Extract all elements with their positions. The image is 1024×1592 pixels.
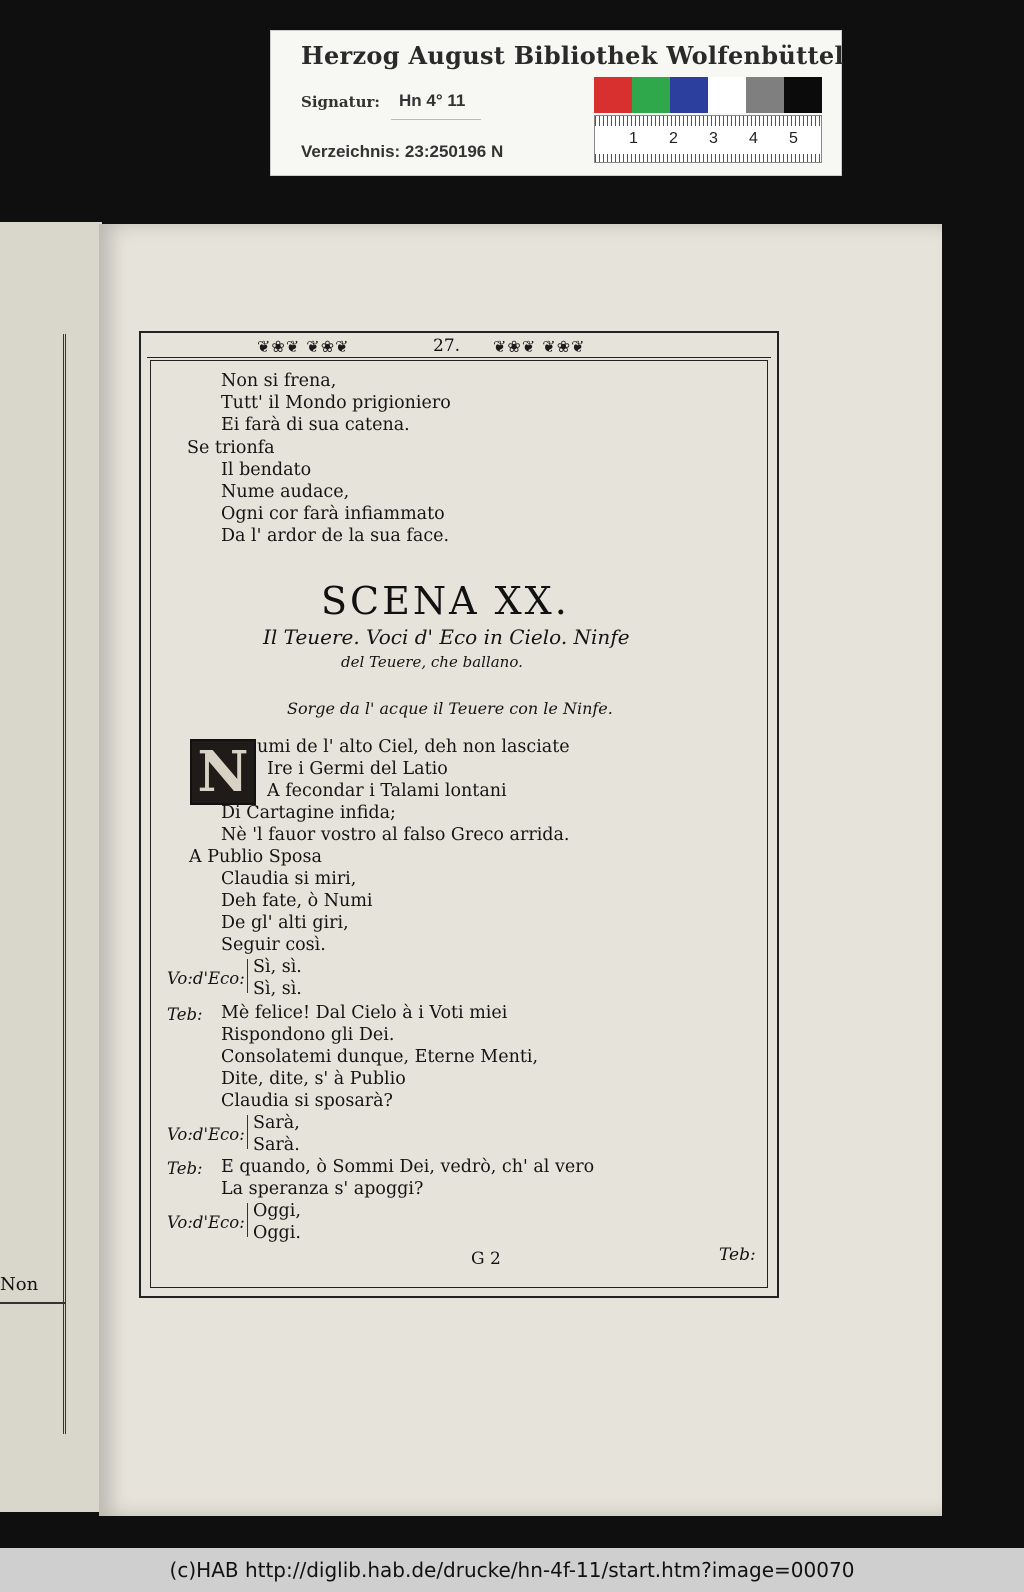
page-number: 27. [433, 336, 461, 356]
scale-ruler [594, 115, 822, 163]
left-page-bottom-rule [0, 1302, 66, 1304]
scene-subtitle: Il Teuere. Voci d' Eco in Cielo. Ninfe [263, 625, 630, 649]
brace [247, 959, 252, 993]
swatch-gray [746, 77, 784, 113]
verzeichnis-number: Verzeichnis: 23:250196 N [301, 142, 504, 161]
echo-line: Sarà. [253, 1135, 300, 1155]
brace [247, 1203, 252, 1237]
signature-mark: G 2 [471, 1249, 501, 1269]
speaker-echo: Vo:d'Eco: [167, 969, 245, 988]
ruler-number: 4 [749, 130, 758, 147]
swatch-red [594, 77, 632, 113]
verse-line: E quando, ò Sommi Dei, vedrò, ch' al vero [221, 1157, 595, 1177]
verse-line: Se trionfa [187, 438, 275, 458]
verse-line: Nume audace, [221, 482, 350, 502]
verse-line: Non si frena, [221, 371, 337, 391]
verse-line: umi de l' alto Ciel, deh non lasciate [257, 737, 570, 757]
catchword: Teb: [719, 1245, 756, 1265]
speaker-echo: Vo:d'Eco: [167, 1213, 245, 1232]
verse-line: De gl' alti giri, [221, 913, 349, 933]
verse-line: Deh fate, ò Numi [221, 891, 373, 911]
verse-line: La speranza s' apoggi? [221, 1179, 424, 1199]
scene-subtitle: del Teuere, che ballano. [341, 653, 523, 671]
header-ornament-icon: ❦❀❦ ❦❀❦ [493, 337, 586, 356]
header-rule [147, 357, 771, 358]
page-border-frame [139, 331, 779, 1298]
stage-direction: Sorge da l' acque il Teuere con le Ninfe. [287, 699, 613, 718]
signatur-value: Hn 4° 11 [399, 91, 466, 110]
verse-line: Ogni cor farà infiammato [221, 504, 445, 524]
echo-line: Sarà, [253, 1113, 300, 1133]
ruler-ticks-bottom [595, 154, 821, 162]
swatch-black [784, 77, 822, 113]
verse-line: Consolatemi dunque, Eterne Menti, [221, 1047, 539, 1067]
ruler-number: 5 [789, 130, 798, 147]
color-calibration-swatches [594, 77, 822, 113]
verse-line: Da l' ardor de la sua face. [221, 526, 450, 546]
verse-line: A Publio Sposa [189, 847, 322, 867]
swatch-blue [670, 77, 708, 113]
library-label-card [270, 30, 842, 176]
speaker-teb: Teb: [167, 1159, 203, 1178]
verse-line: Claudia si miri, [221, 869, 357, 889]
verse-line: Ire i Germi del Latio [267, 759, 448, 779]
verse-line: Ei farà di sua catena. [221, 415, 410, 435]
signatur-underline [391, 119, 481, 120]
library-name: Herzog August Bibliothek Wolfenbüttel [301, 41, 844, 70]
ruler-ticks-top [595, 116, 821, 126]
source-url-bar: (c)HAB http://diglib.hab.de/drucke/hn-4f-11/start.htm?image=00070 [0, 1548, 1024, 1592]
signatur-label: Signatur: [301, 93, 380, 111]
verse-line: Dite, dite, s' à Publio [221, 1069, 406, 1089]
swatch-white [708, 77, 746, 113]
verse-line: Nè 'l fauor vostro al falso Greco arrida. [221, 825, 570, 845]
ruler-number: 3 [709, 130, 718, 147]
verse-line: Mè felice! Dal Cielo à i Voti miei [221, 1003, 508, 1023]
verse-line: Rispondono gli Dei. [221, 1025, 395, 1045]
verse-line: Tutt' il Mondo prigioniero [221, 393, 451, 413]
echo-line: Oggi, [253, 1201, 301, 1221]
scene-title: SCENA XX. [321, 579, 570, 623]
speaker-echo: Vo:d'Eco: [167, 1125, 245, 1144]
left-page-catchword: Non [0, 1274, 39, 1295]
echo-line: Oggi. [253, 1223, 301, 1243]
right-page [99, 224, 942, 1516]
left-page-frame [0, 334, 66, 1434]
decorated-initial: N [190, 739, 256, 805]
verse-line: Claudia si sposarà? [221, 1091, 393, 1111]
verse-line: Seguir così. [221, 935, 326, 955]
echo-line: Sì, sì. [253, 957, 302, 977]
ruler-number: 2 [669, 130, 678, 147]
left-facing-page [0, 222, 102, 1512]
verse-line: Di Cartagine infida; [221, 803, 396, 823]
swatch-green [632, 77, 670, 113]
brace [247, 1115, 252, 1149]
verse-line: Il bendato [221, 460, 312, 480]
speaker-teb: Teb: [167, 1005, 203, 1024]
verse-line: A fecondar i Talami lontani [267, 781, 507, 801]
ruler-number: 1 [629, 130, 638, 147]
header-ornament-icon: ❦❀❦ ❦❀❦ [257, 337, 350, 356]
echo-line: Sì, sì. [253, 979, 302, 999]
